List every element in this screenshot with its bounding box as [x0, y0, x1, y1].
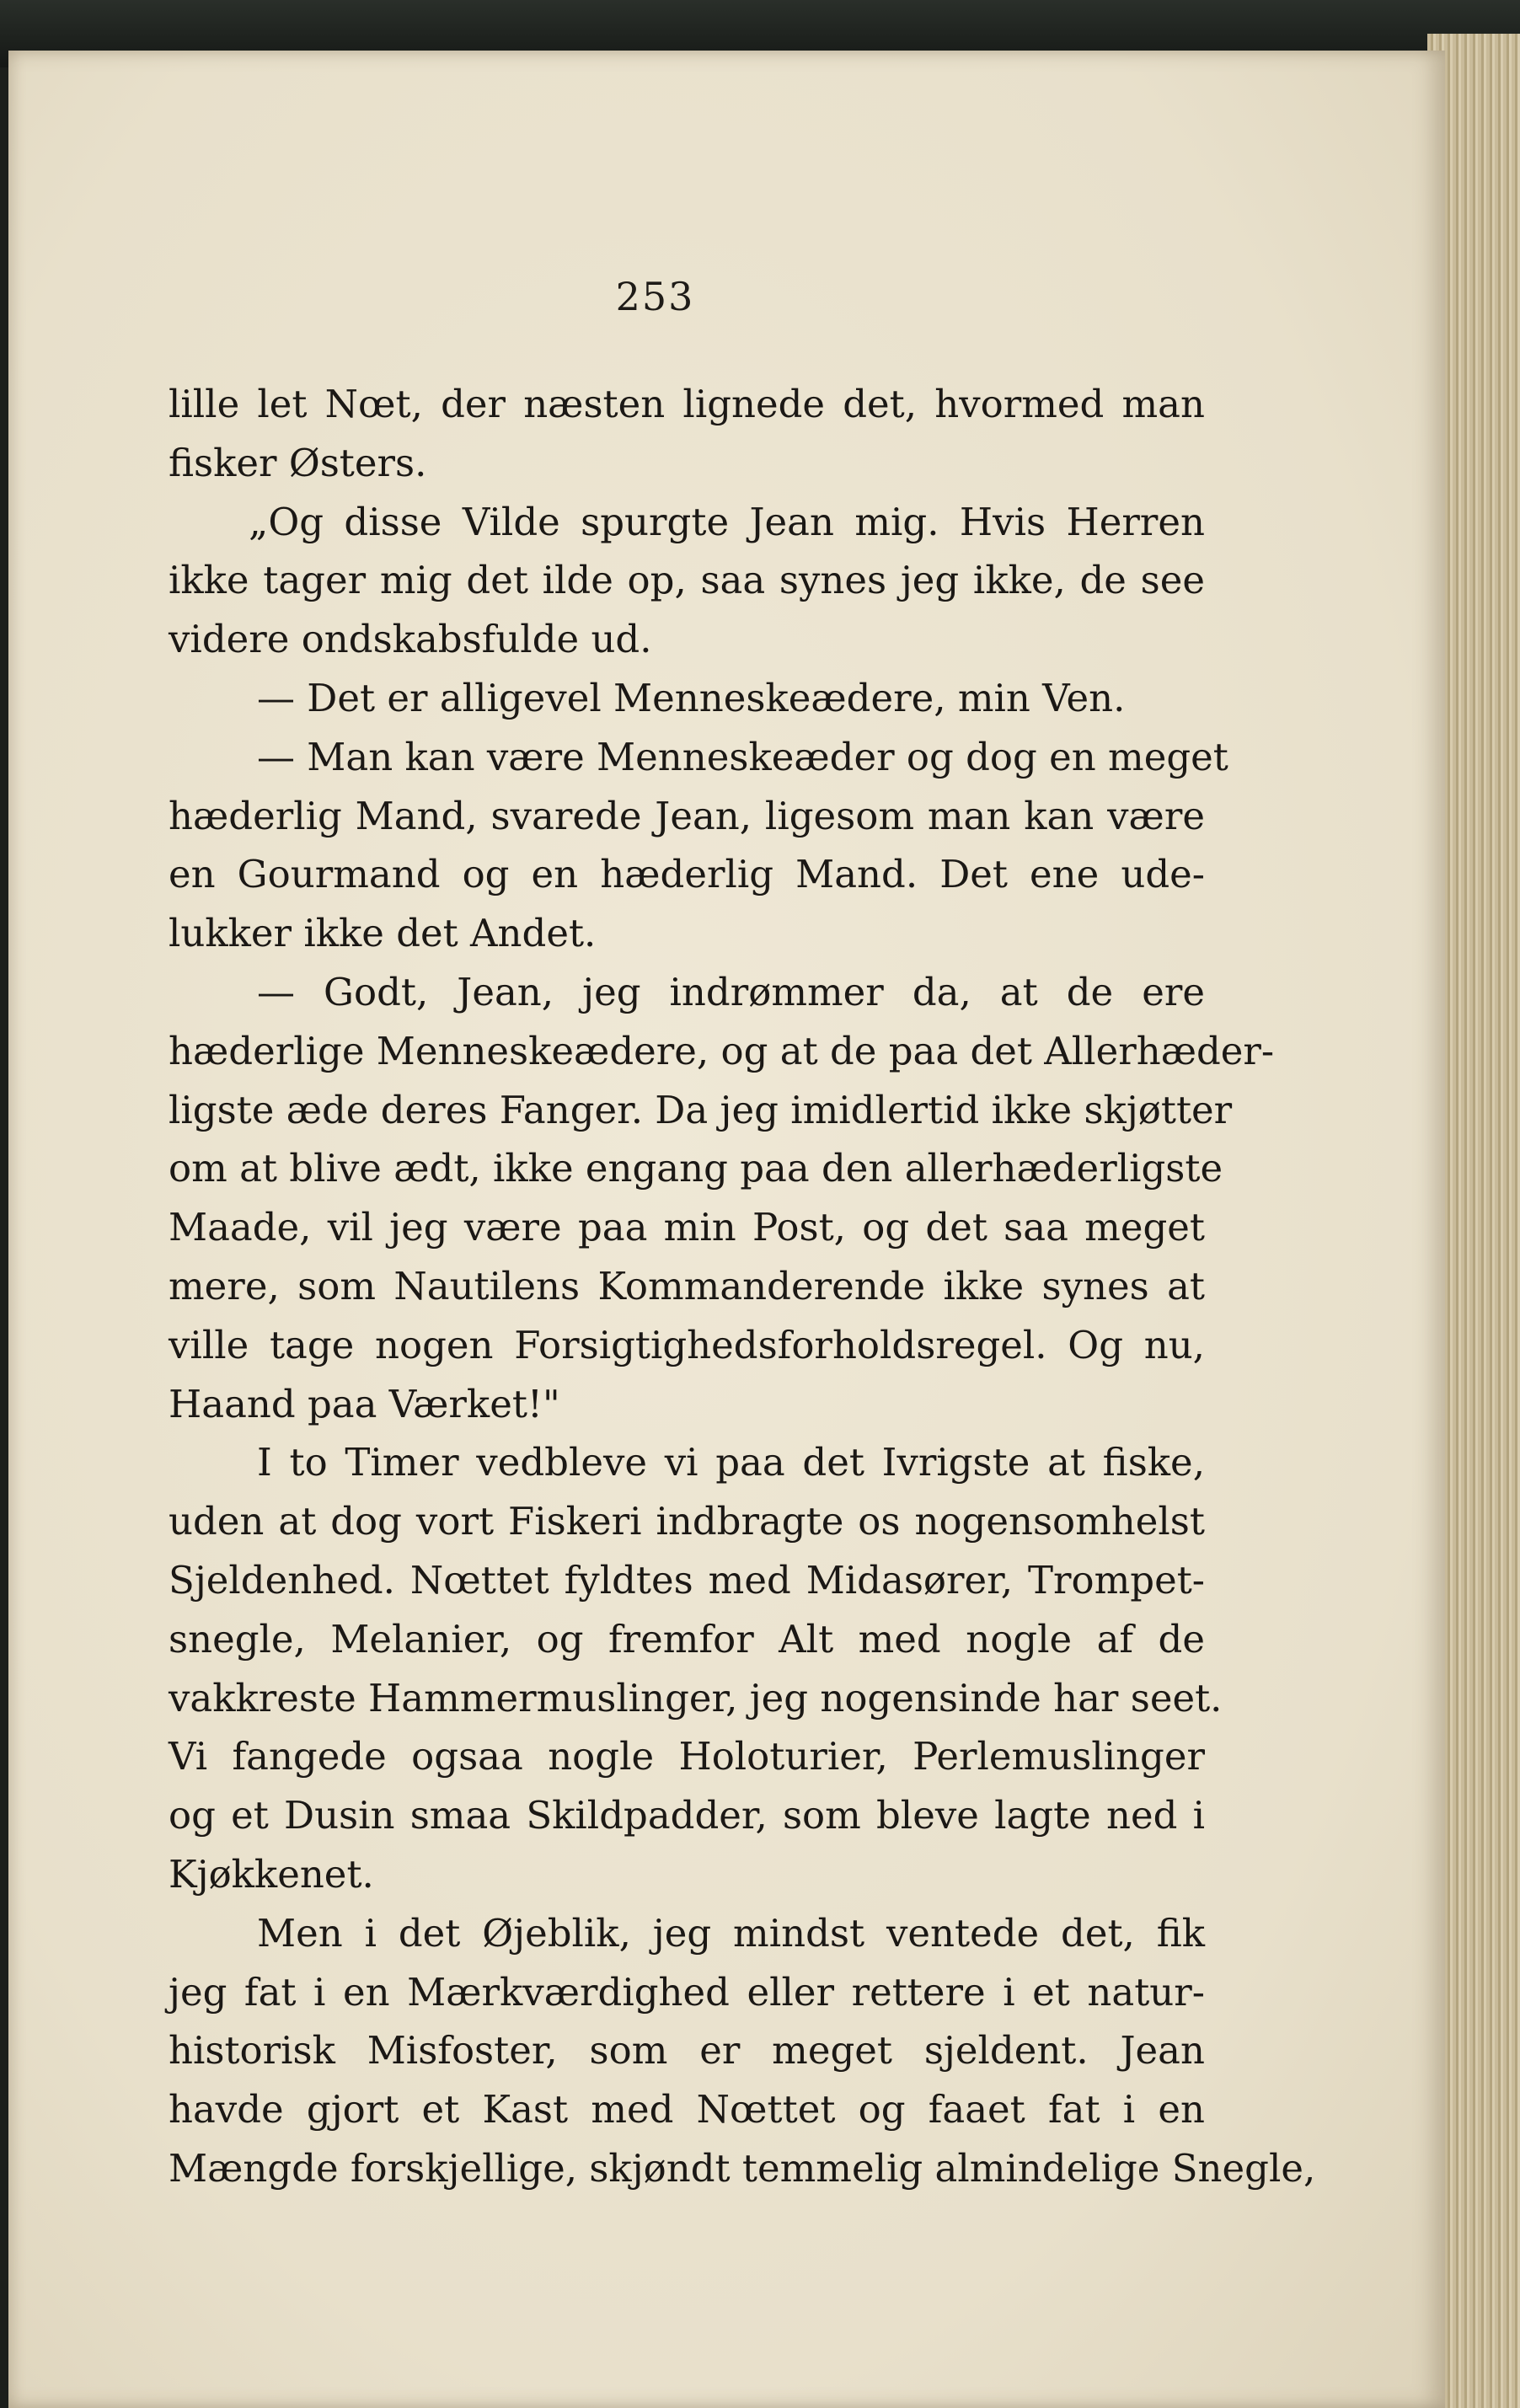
text-line: om at blive ædt, ikke engang paa den allerhæderligste	[169, 1146, 1223, 1191]
text-line: Men i det Øjeblik, jeg mindst ventede det, fik	[257, 1910, 1205, 1956]
text-line: Vi fangede ogsaa nogle Holoturier, Perlemuslinger	[169, 1734, 1205, 1779]
text-line: jeg fat i en Mærkværdighed eller rettere i et natur-	[169, 1969, 1205, 2015]
text-line: I to Timer vedbleve vi paa det Ivrigste at fiske,	[257, 1440, 1205, 1485]
text-line: Kjøkkenet.	[169, 1851, 374, 1897]
text-line: vakkreste Hammermuslinger, jeg nogensinde har seet.	[169, 1675, 1223, 1720]
text-line: og et Dusin smaa Skildpadder, som bleve lagte ned i	[169, 1793, 1205, 1838]
text-line: historisk Misfoster, som er meget sjeldent. Jean	[169, 2028, 1205, 2074]
text-line: uden at dog vort Fiskeri indbragte os nogensomhelst	[169, 1499, 1205, 1544]
text-line: lukker ikke det Andet.	[169, 911, 597, 956]
text-line: — Godt, Jean, jeg indrømmer da, at de ere	[257, 969, 1205, 1014]
text-line: Maade, vil jeg være paa min Post, og det saa meget	[169, 1205, 1205, 1250]
text-line: fisker Østers.	[169, 440, 427, 485]
text-line: en Gourmand og en hæderlig Mand. Det ene ude-	[169, 852, 1205, 897]
book-page	[8, 51, 1445, 2408]
text-line: hæderlig Mand, svarede Jean, ligesom man kan være	[169, 793, 1205, 838]
page-number: 253	[615, 274, 695, 319]
text-line: havde gjort et Kast med Nœttet og faaet fat i en	[169, 2087, 1205, 2132]
text-line: mere, som Nautilens Kommanderende ikke synes at	[169, 1263, 1205, 1308]
text-line: Sjeldenhed. Nœttet fyldtes med Midasører, Trompet-	[169, 1557, 1205, 1603]
text-line: Haand paa Værket!"	[169, 1381, 560, 1426]
text-line: ikke tager mig det ilde op, saa synes jeg ikke, de see	[169, 558, 1205, 603]
text-line: hæderlige Menneskeædere, og at de paa det Allerhæder-	[169, 1028, 1275, 1073]
text-line: — Det er alligevel Menneskeædere, min Ven.	[257, 675, 1126, 720]
text-line: ville tage nogen Forsigtighedsforholdsregel. Og nu,	[169, 1322, 1205, 1367]
text-line: lille let Nœt, der næsten lignede det, hvormed man	[169, 382, 1205, 426]
body-text	[169, 375, 1316, 2198]
text-line: videre ondskabsfulde ud.	[169, 617, 652, 662]
text-line: ligste æde deres Fanger. Da jeg imidlertid ikke skjøtter	[169, 1087, 1233, 1132]
text-line: snegle, Melanier, og fremfor Alt med nogle af de	[169, 1616, 1205, 1662]
text-line: „Og disse Vilde spurgte Jean mig. Hvis Herren	[249, 499, 1205, 544]
text-line: — Man kan være Menneskeæder og dog en meget	[257, 734, 1228, 779]
text-line: Mængde forskjellige, skjøndt temmelig almindelige Snegle,	[169, 2145, 1316, 2191]
